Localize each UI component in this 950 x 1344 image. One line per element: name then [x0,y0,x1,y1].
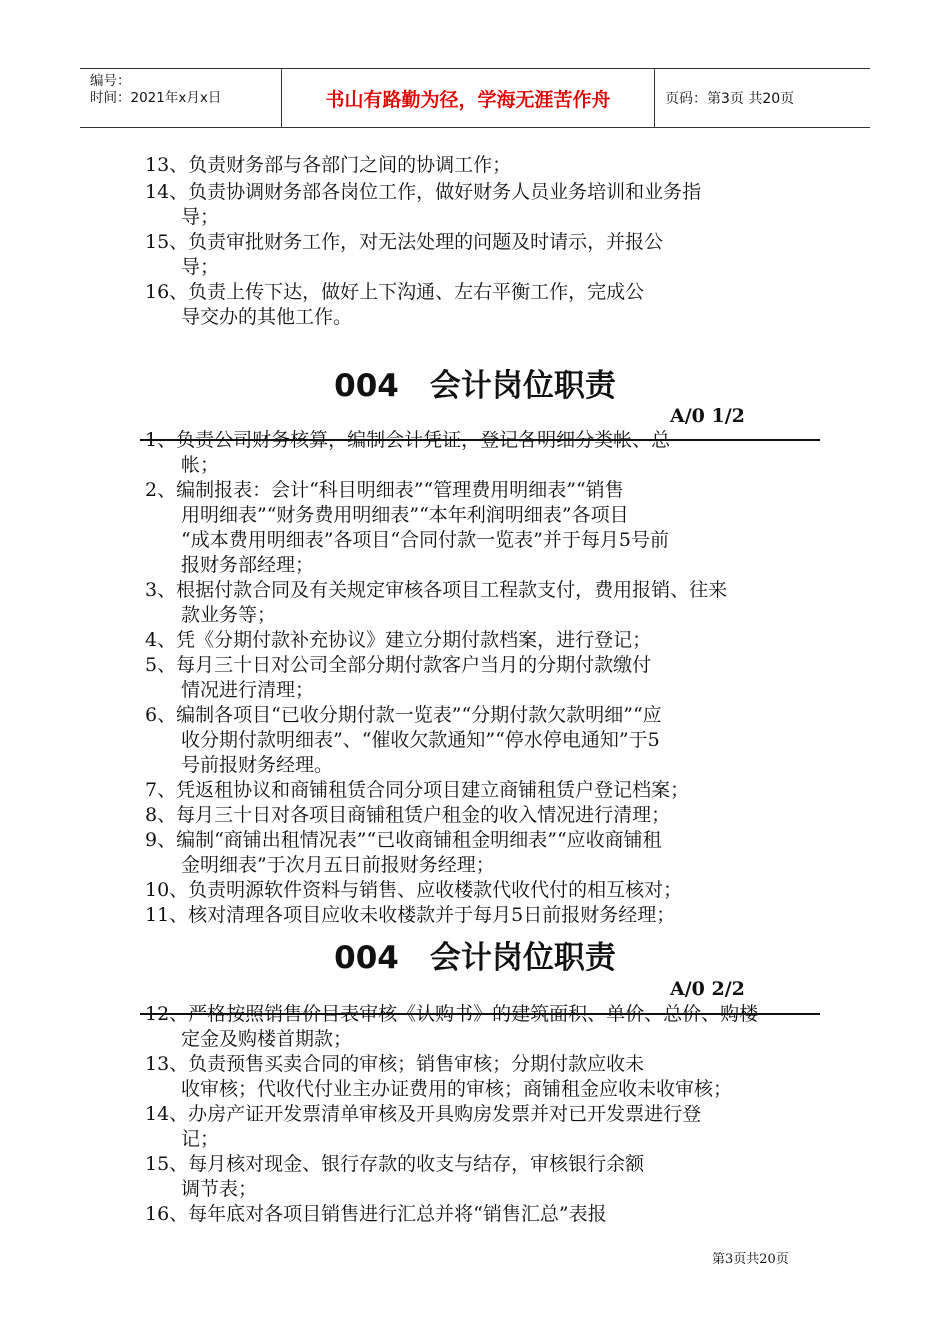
item-continuation: 情况进行清理； [181,679,315,701]
list-item [145,428,810,478]
item-text: 4、凭《分期付款补充协议》建立分期付款档案，进行登记； [145,629,652,651]
list-item [145,1202,810,1227]
item-continuation: 导； [181,206,220,228]
list-item [145,478,810,578]
item-text: 13、负责预售买卖合同的审核；销售审核；分期付款应收未 [145,1053,645,1075]
list-item [145,153,810,178]
item-continuation: 收分期付款明细表”、“催收欠款通知”“停水停电通知”于5 号前报财务经理。 [181,729,660,776]
header-page-info: 页码：第3页 共20页 [665,91,795,107]
list-item [145,703,810,778]
list-item [145,828,810,878]
page-footer: 第3页共20页 [712,1252,789,1267]
item-text: 1、负责公司财务核算，编制会计凭证，登记各明细分类帐、总 [145,429,671,451]
item-continuation: 导交办的其他工作。 [181,306,353,328]
item-text: 9、编制“商铺出租情况表”“已收商铺租金明细表”“应收商铺租 [145,829,662,851]
version-label: A/0 1/2 [670,405,745,427]
page-header [80,68,870,128]
item-text: 10、负责明源软件资料与销售、应收楼款代收代付的相互核对； [145,879,683,901]
item-continuation: 用明细表”“财务费用明细表”“本年利润明细表”各项目 “成本费用明细表”各项目“合同付款一览表”并于每月5号前 报财务部经理； [181,504,669,576]
item-text: 11、核对清理各项目应收未收楼款并于每月5日前报财务经理； [145,904,676,926]
item-text: 8、每月三十日对各项目商铺租赁户租金的收入情况进行清理； [145,804,671,826]
item-text: 16、每年底对各项目销售进行汇总并将“销售汇总”表报 [145,1203,607,1225]
item-continuation: 调节表； [181,1178,258,1200]
item-text: 15、负责审批财务工作，对无法处理的问题及时请示，并报公 [145,231,664,253]
header-meta [80,69,282,127]
list-item [145,230,810,280]
item-continuation: 记； [181,1128,220,1150]
item-text: 6、编制各项目“已收分期付款一览表”“分期付款欠款明细”“应 [145,704,662,726]
item-text: 5、每月三十日对公司全部分期付款客户当月的分期付款缴付 [145,654,652,676]
list-item [145,878,810,903]
version-label: A/0 2/2 [670,978,745,1000]
list-item [145,280,810,330]
list-item [145,653,810,703]
list-item [145,903,810,928]
item-continuation: 收审核；代收代付业主办证费用的审核；商铺租金应收未收审核； [181,1078,733,1100]
list-item [145,1152,810,1202]
document-number-label: 编号： [90,73,131,89]
item-continuation: 帐； [181,454,220,476]
item-text: 14、负责协调财务部各岗位工作，做好财务人员业务培训和业务指 [145,181,702,203]
list-item [145,1052,810,1102]
document-date: 时间：2021年x月x日 [90,90,222,106]
item-text: 15、每月核对现金、银行存款的收支与结存，审核银行余额 [145,1153,645,1175]
section-title: 004 会计岗位职责 [334,940,616,976]
item-text: 7、凭返租协议和商铺租赁合同分项目建立商铺租赁户登记档案； [145,779,690,801]
item-continuation: 导； [181,256,220,278]
item-continuation: 款业务等； [181,604,277,626]
list-item [145,578,810,628]
list-item [145,1102,810,1152]
list-item [145,778,810,803]
item-text: 13、负责财务部与各部门之间的协调工作； [145,154,512,176]
header-motto: 书山有路勤为径，学海无涯苦作舟 [282,69,655,127]
item-text: 12、严格按照销售价目表审核《认购书》的建筑面积、单价、总价、购楼 [145,1003,759,1025]
list-item [145,628,810,653]
item-continuation: 定金及购楼首期款； [181,1028,353,1050]
item-continuation: 金明细表”于次月五日前报财务经理； [181,854,495,876]
list-item [145,1002,810,1052]
item-text: 2、编制报表：会计“科目明细表”“管理费用明细表”“销售 [145,479,624,501]
list-item [145,180,810,230]
list-item [145,803,810,828]
item-text: 14、办房产证开发票清单审核及开具购房发票并对已开发票进行登 [145,1103,702,1125]
item-text: 16、负责上传下达，做好上下沟通、左右平衡工作，完成公 [145,281,645,303]
section-title: 004 会计岗位职责 [334,368,616,404]
item-text: 3、根据付款合同及有关规定审核各项目工程款支付，费用报销、往来 [145,579,728,601]
